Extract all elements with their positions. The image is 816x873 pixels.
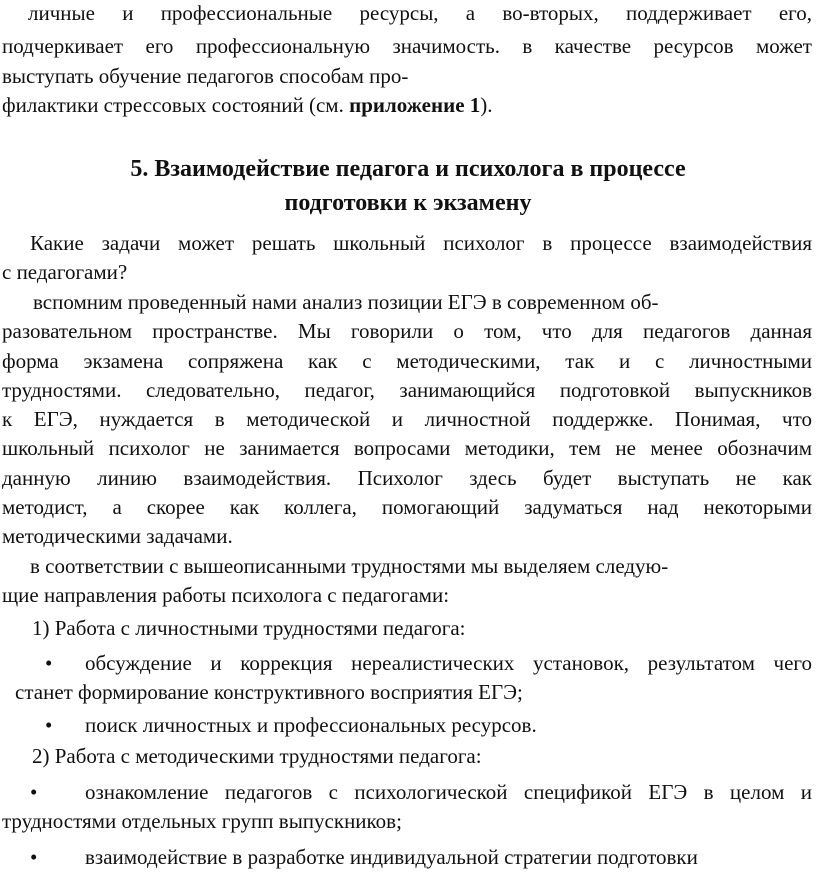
list-item: поиск личностных и профессиональных ресурсов.: [85, 713, 537, 737]
paragraph-line: [2, 91, 814, 120]
paragraph-line: методист, а скорее как коллега, помогающий задуматься над некоторыми: [2, 495, 812, 519]
list-item: взаимодействие в разработке индивидуальной стратегии подготовки: [85, 845, 698, 869]
bullet-icon: •: [45, 651, 53, 675]
paragraph-line: в соответствии с вышеописанными трудностями мы выделяем следую-: [30, 554, 669, 578]
paragraph-line: форма экзамена сопряжена как с методическими, так и с личностными: [2, 349, 812, 373]
paragraph-line: школьный психолог не занимается вопросами методики, тем не менее обозначим: [2, 436, 812, 460]
paragraph-line: вспомним проведенный нами анализ позиции ЕГЭ в современном об-: [33, 290, 659, 314]
paragraph-line: щие направления работы психолога с педагогами:: [2, 583, 450, 607]
appendix-reference: приложение 1: [349, 93, 481, 117]
paragraph-line: Какие задачи может решать школьный психолог в процессе взаимодействия: [30, 231, 812, 255]
paragraph-line: трудностями. следовательно, педагог, занимающийся подготовкой выпускников: [2, 378, 812, 402]
paragraph-line: подчеркивает его профессиональную значимость. в качестве ресурсов может: [2, 34, 812, 58]
list-item: трудностями отдельных групп выпускников;: [2, 809, 402, 833]
paragraph-text: ).: [480, 93, 493, 117]
list-item: ознакомление педагогов с психологической спецификой ЕГЭ в целом и: [85, 780, 812, 804]
bullet-icon: •: [30, 780, 38, 804]
list-item: станет формирование конструктивного восприятия ЕГЭ;: [15, 680, 523, 704]
section-title: 5. Взаимодействие педагога и психолога в процессе: [130, 156, 686, 182]
list-heading: 2) Работа с методическими трудностями педагога:: [32, 744, 482, 768]
paragraph-line: к ЕГЭ, нуждается в методической и личностной поддержке. Понимая, что: [2, 407, 812, 431]
paragraph-line: разовательном пространстве. Мы говорили о том, что для педагогов данная: [2, 319, 812, 343]
list-heading: 1) Работа с личностными трудностями педагога:: [32, 616, 466, 640]
section-title: подготовки к экзамену: [284, 190, 532, 216]
paragraph-line: выступать обучение педагогов способам про-: [2, 64, 409, 88]
paragraph-text: филактики стрессовых состояний (см.: [2, 93, 350, 117]
paragraph-line: методическими задачами.: [2, 524, 233, 548]
list-item: обсуждение и коррекция нереалистических установок, результатом чего: [85, 651, 812, 675]
paragraph-line: личные и профессиональные ресурсы, а во-вторых, поддерживает его,: [28, 1, 812, 25]
paragraph-line: данную линию взаимодействия. Психолог здесь будет выступать не как: [2, 466, 812, 490]
bullet-icon: •: [45, 713, 53, 737]
bullet-icon: •: [30, 845, 38, 869]
paragraph-line: с педагогами?: [2, 260, 128, 284]
